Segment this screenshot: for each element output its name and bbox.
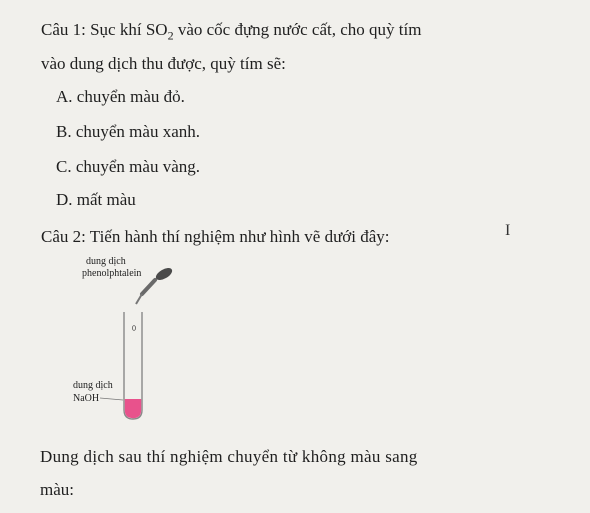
question-1-title: [41, 20, 421, 43]
tube-liquid: [125, 399, 141, 418]
option-d: D. mất màu: [56, 190, 136, 209]
subscript-2: 2: [167, 28, 174, 43]
question-1-continuation: vào dung dịch thu được, quỳ tím sẽ:: [41, 54, 286, 73]
text-cursor-icon: I: [505, 222, 511, 239]
question-2-result: Dung dịch sau thí nghiệm chuyển từ không màu sang: [40, 447, 418, 466]
option-c: C. chuyển màu vàng.: [56, 157, 200, 176]
tube-label-line2: NaOH: [73, 393, 100, 404]
dropper-label-line1: dung dịch: [86, 256, 126, 267]
dropper-label-line2: phenolphtalein: [82, 268, 142, 279]
experiment-drawing: [60, 250, 210, 430]
drop-icon: [132, 326, 135, 331]
question-2-title: Câu 2: Tiến hành thí nghiệm như hình vẽ dưới đây:: [41, 227, 390, 246]
dropper-stem-icon: [142, 280, 155, 294]
option-b: B. chuyển màu xanh.: [56, 122, 200, 141]
question-2-result-continuation: màu:: [40, 480, 74, 499]
dropper-tip-icon: [136, 294, 142, 304]
tube-label-line1: dung dịch: [73, 380, 113, 391]
question-1-title-prefix: Câu 1: Sục khí SO: [41, 20, 168, 39]
option-a: A. chuyển màu đỏ.: [56, 87, 185, 106]
question-1-title-suffix: vào cốc đựng nước cất, cho quỳ tím: [173, 20, 422, 39]
naoh-pointer-line: [100, 398, 123, 400]
experiment-diagram: [60, 250, 210, 430]
